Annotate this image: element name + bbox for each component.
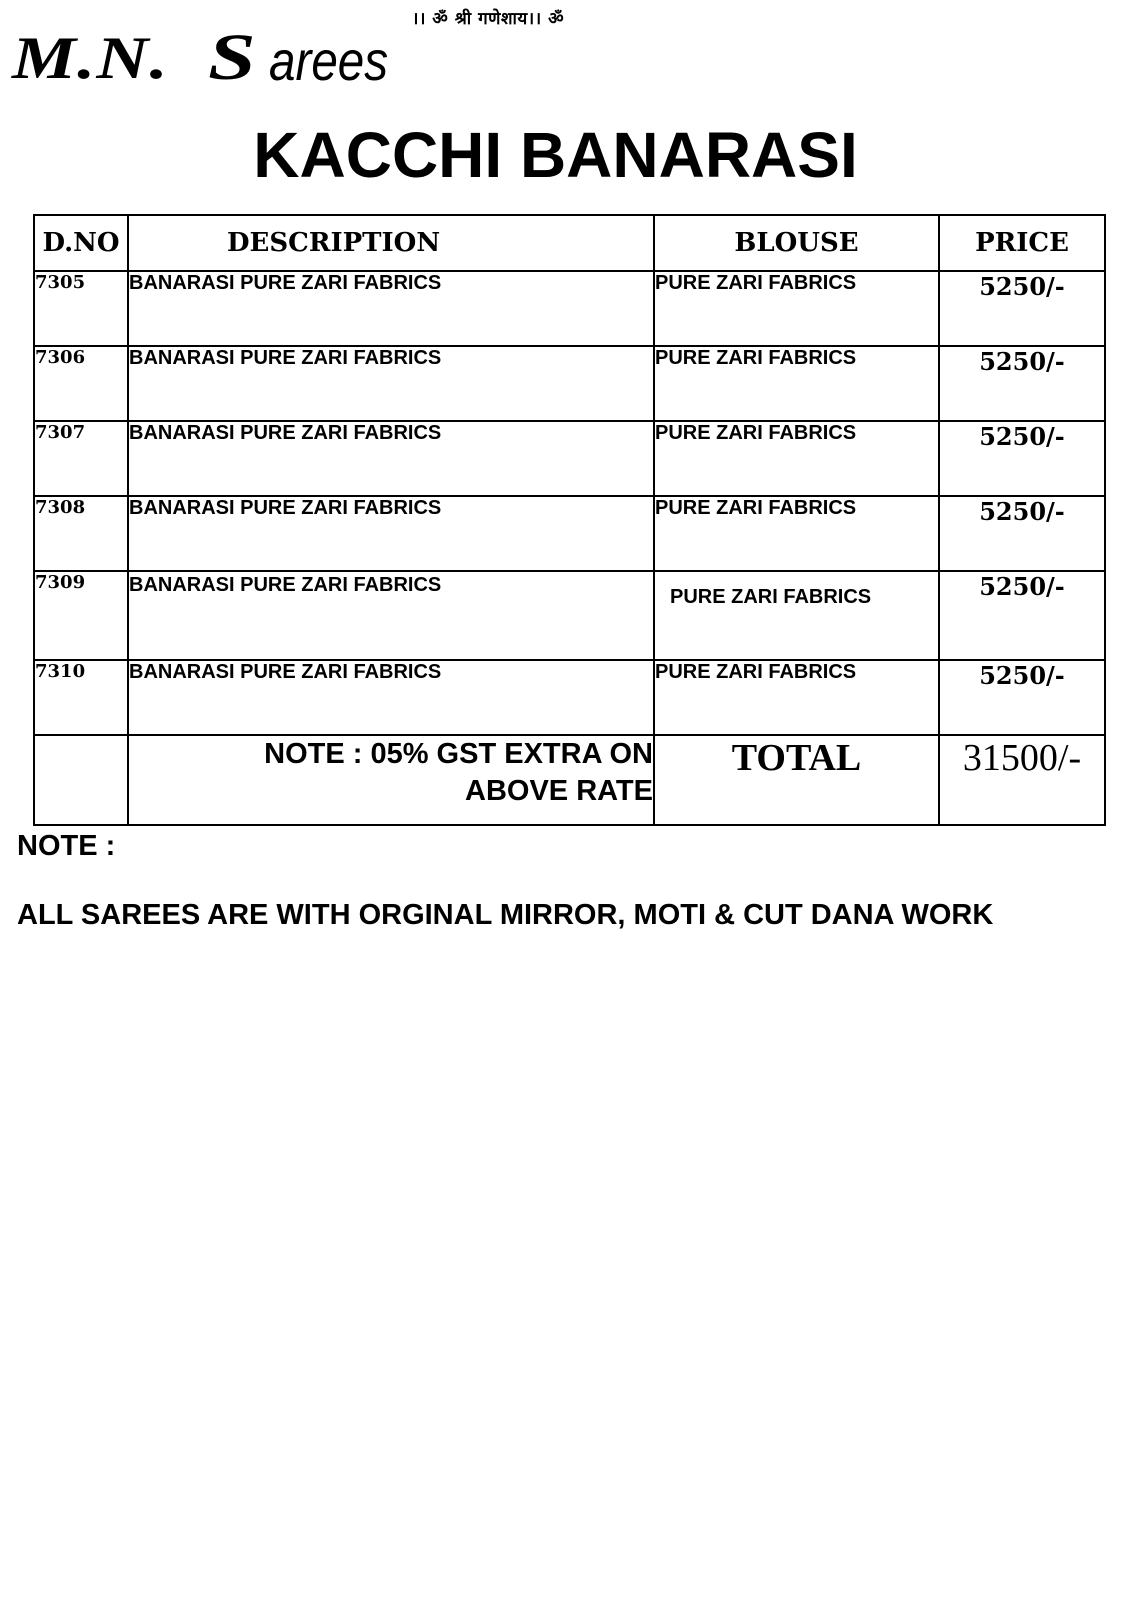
dno-cell: 7309 [34,571,128,660]
price-cell: 5250/- [939,346,1105,421]
dno-cell: 7306 [34,346,128,421]
description-cell: BANARASI PURE ZARI FABRICS [128,421,654,496]
price-cell: 5250/- [939,496,1105,571]
dno-cell: 7307 [34,421,128,496]
blouse-cell: PURE ZARI FABRICS [654,660,939,735]
gst-note-line-1: NOTE : 05% GST EXTRA ON [264,738,653,770]
blouse-cell: PURE ZARI FABRICS [654,571,939,660]
description-cell: BANARASI PURE ZARI FABRICS [128,271,654,346]
logo-s-letter: S [208,21,256,94]
blouse-cell: PURE ZARI FABRICS [654,271,939,346]
blouse-cell: PURE ZARI FABRICS [654,496,939,571]
logo-initials: M.N. [12,25,169,91]
description-cell: BANARASI PURE ZARI FABRICS [128,346,654,421]
price-cell: 5250/- [939,660,1105,735]
price-cell: 5250/- [939,571,1105,660]
description-cell: BANARASI PURE ZARI FABRICS [128,571,654,660]
table-row [34,496,1105,571]
total-value: 31500/- [939,735,1105,825]
footer-note-heading: NOTE : [17,830,116,862]
blouse-cell: PURE ZARI FABRICS [654,346,939,421]
column-header-dno: D.NO [34,215,128,271]
gst-note-line-2: ABOVE RATE [465,775,653,807]
dno-cell: 7305 [34,271,128,346]
table-row [34,660,1105,735]
price-cell: 5250/- [939,271,1105,346]
column-header-price: PRICE [939,215,1105,271]
gst-note-cell [128,735,654,825]
footer-note-text: ALL SAREES ARE WITH ORGINAL MIRROR, MOTI & CUT DANA WORK [17,899,994,931]
total-row [34,735,1105,825]
logo-wordmark-rest: arees [269,29,389,92]
table-row [34,271,1105,346]
column-header-description: DESCRIPTION [128,215,654,271]
dno-cell: 7308 [34,496,128,571]
table-row [34,421,1105,496]
total-label: TOTAL [654,735,939,825]
invocation-text: ।। ॐ श्री गणेशाय।। ॐ [412,9,565,29]
page-title: KACCHI BANARASI [253,119,858,191]
table-header-row [34,215,1105,271]
price-cell: 5250/- [939,421,1105,496]
table-row [34,571,1105,660]
column-header-blouse: BLOUSE [654,215,939,271]
dno-cell: 7310 [34,660,128,735]
table-row [34,346,1105,421]
brand-logo [12,21,389,94]
rate-table [33,214,1106,826]
blouse-cell: PURE ZARI FABRICS [654,421,939,496]
description-cell: BANARASI PURE ZARI FABRICS [128,660,654,735]
empty-dno-cell [34,735,128,825]
description-cell: BANARASI PURE ZARI FABRICS [128,496,654,571]
